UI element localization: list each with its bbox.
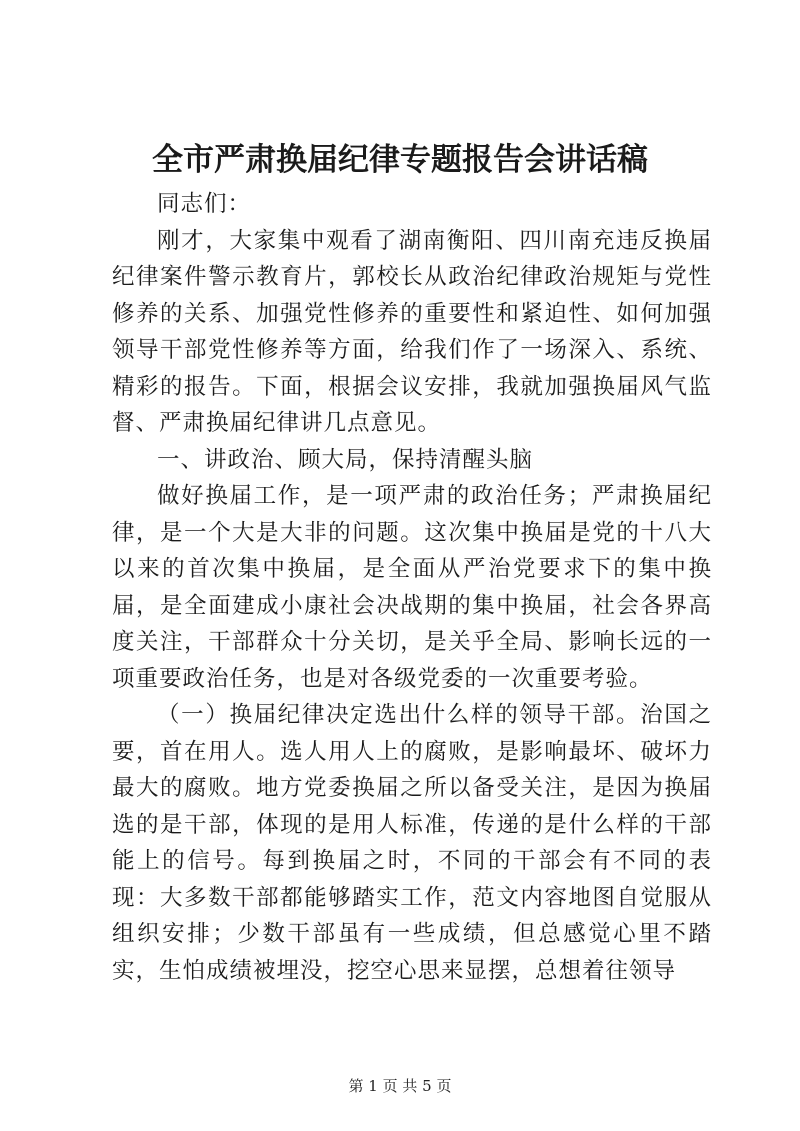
section-heading-1: 一、讲政治、顾大局，保持清醒头脑 (157, 446, 534, 473)
document-body (112, 186, 712, 989)
salutation: 同志们： (157, 191, 252, 217)
subsection-1-paragraph: （一）换届纪律决定选出什么样的领导干部。治国之要，首在用人。选人用人上的腐败，是影响最坏、破坏力最大的腐败。地方党委换届之所以备受关注，是因为换届选的是干部，体现的是用人标准，传递的是什么样的干部能上的信号。每到换届之时，不同的干部会有不同的表现：大多数干部都能够踏实工作，范文内容地图自觉服从组织安排；少数干部虽有一些成绩，但总感觉心里不踏实，生怕成绩被埋没，挖空心思来显摆，总想着往领导 (112, 702, 712, 984)
document-title: 全市严肃换届纪律专题报告会讲话稿 (152, 142, 648, 178)
section-1-paragraph: 做好换届工作，是一项严肃的政治任务；严肃换届纪律，是一个大是大非的问题。这次集中换届是党的十八大以来的首次集中换届，是全面从严治党要求下的集中换届，是全面建成小康社会决战期的集中换届，社会各界高度关注，干部群众十分关切，是关乎全局、影响长远的一项重要政治任务，也是对各级党委的一次重要考验。 (112, 483, 712, 692)
opening-paragraph: 刚才，大家集中观看了湖南衡阳、四川南充违反换届纪律案件警示教育片，郭校长从政治纪律政治规矩与党性修养的关系、加强党性修养的重要性和紧迫性、如何加强领导干部党性修养等方面，给我们作了一场深入、系统、精彩的报告。下面，根据会议安排，我就加强换届风气监督、严肃换届纪律讲几点意见。 (112, 227, 712, 436)
page-footer: 第 1 页 共 5 页 (348, 1077, 452, 1095)
